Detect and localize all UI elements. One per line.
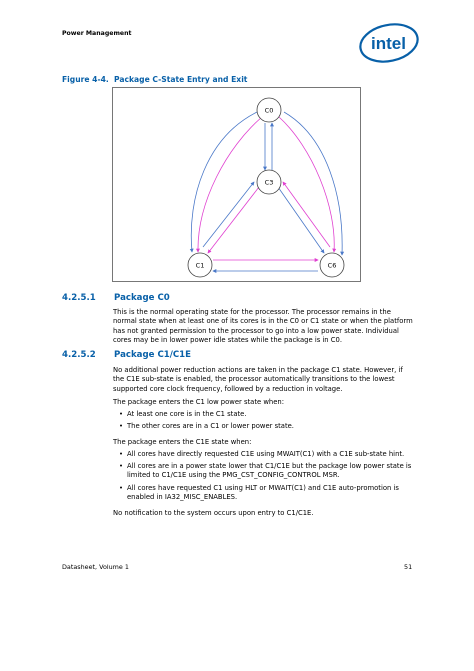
c1-bullet: • At least one core is in the C1 state. — [119, 410, 247, 418]
paragraph-line: No additional power reduction actions are taken in the package C1 state. However, if — [113, 366, 403, 374]
node-c0 — [257, 98, 281, 122]
running-header: Power Management — [62, 30, 132, 37]
svg-text:C6: C6 — [327, 261, 337, 270]
section-number: 4.2.5.2 — [62, 350, 96, 360]
svg-text:C3: C3 — [264, 178, 274, 187]
section-heading-package-c1-c1e — [62, 350, 191, 360]
package-c0-paragraph — [113, 308, 431, 345]
c1e-bullet: • All cores have directly requested C1E using MWAIT(C1) with a C1E sub-state hint. — [119, 450, 405, 458]
c1-bullet: • The other cores are in a C1 or lower power state. — [119, 422, 294, 430]
paragraph-line: supported core clock frequency, followed by a reduction in voltage. — [113, 384, 343, 393]
paragraph-line: has not granted permission to the processor to go into a low power state. Individual — [113, 326, 399, 335]
footer-document-title: Datasheet, Volume 1 — [62, 563, 129, 571]
c1-entry-intro: The package enters the C1 low power state when: — [113, 398, 284, 406]
c1e-bullet: • All cores are in a power state lower that C1/C1E but the package low power state is limited to C1/C1E using the PMG_CST_CONFIG_CONTROL MSR. — [119, 462, 412, 480]
figure-number: Figure 4-4. — [62, 75, 109, 84]
c1e-entry-intro: The package enters the C1E state when: — [113, 438, 252, 446]
package-c1-intro-paragraph — [113, 366, 431, 394]
svg-text:C1: C1 — [195, 261, 205, 270]
paragraph-line: cores may be in lower power idle states while the package is in C0. — [113, 335, 343, 344]
node-c6 — [320, 253, 344, 277]
intel-logo — [358, 22, 420, 64]
svg-text:intel: intel — [371, 34, 406, 53]
node-c1 — [188, 253, 212, 277]
section-number: 4.2.5.1 — [62, 293, 96, 303]
paragraph-line: normal state when at least one of its cores is in the C0 or C1 state or when the platform — [113, 317, 413, 326]
paragraph-line: This is the normal operating state for the processor. The processor remains in the — [113, 308, 391, 316]
section-heading-package-c0 — [62, 293, 170, 303]
figure-title: Package C-State Entry and Exit — [114, 75, 248, 84]
section-title: Package C0 — [114, 293, 170, 303]
c-state-diagram — [112, 87, 361, 282]
paragraph-line: the C1E sub-state is enabled, the processor automatically transitions to the lowest — [113, 375, 395, 384]
node-c3 — [257, 170, 281, 194]
c1e-bullet: • All cores have requested C1 using HLT or MWAIT(C1) and C1E auto-promotion is enabled in IA32_MISC_ENABLES. — [119, 484, 399, 502]
figure-caption — [62, 75, 247, 84]
section-title: Package C1/C1E — [114, 350, 192, 360]
footer-page-number: 51 — [404, 563, 413, 571]
svg-text:C0: C0 — [264, 106, 274, 115]
c1e-notification-note: No notification to the system occurs upon entry to C1/C1E. — [113, 509, 314, 517]
